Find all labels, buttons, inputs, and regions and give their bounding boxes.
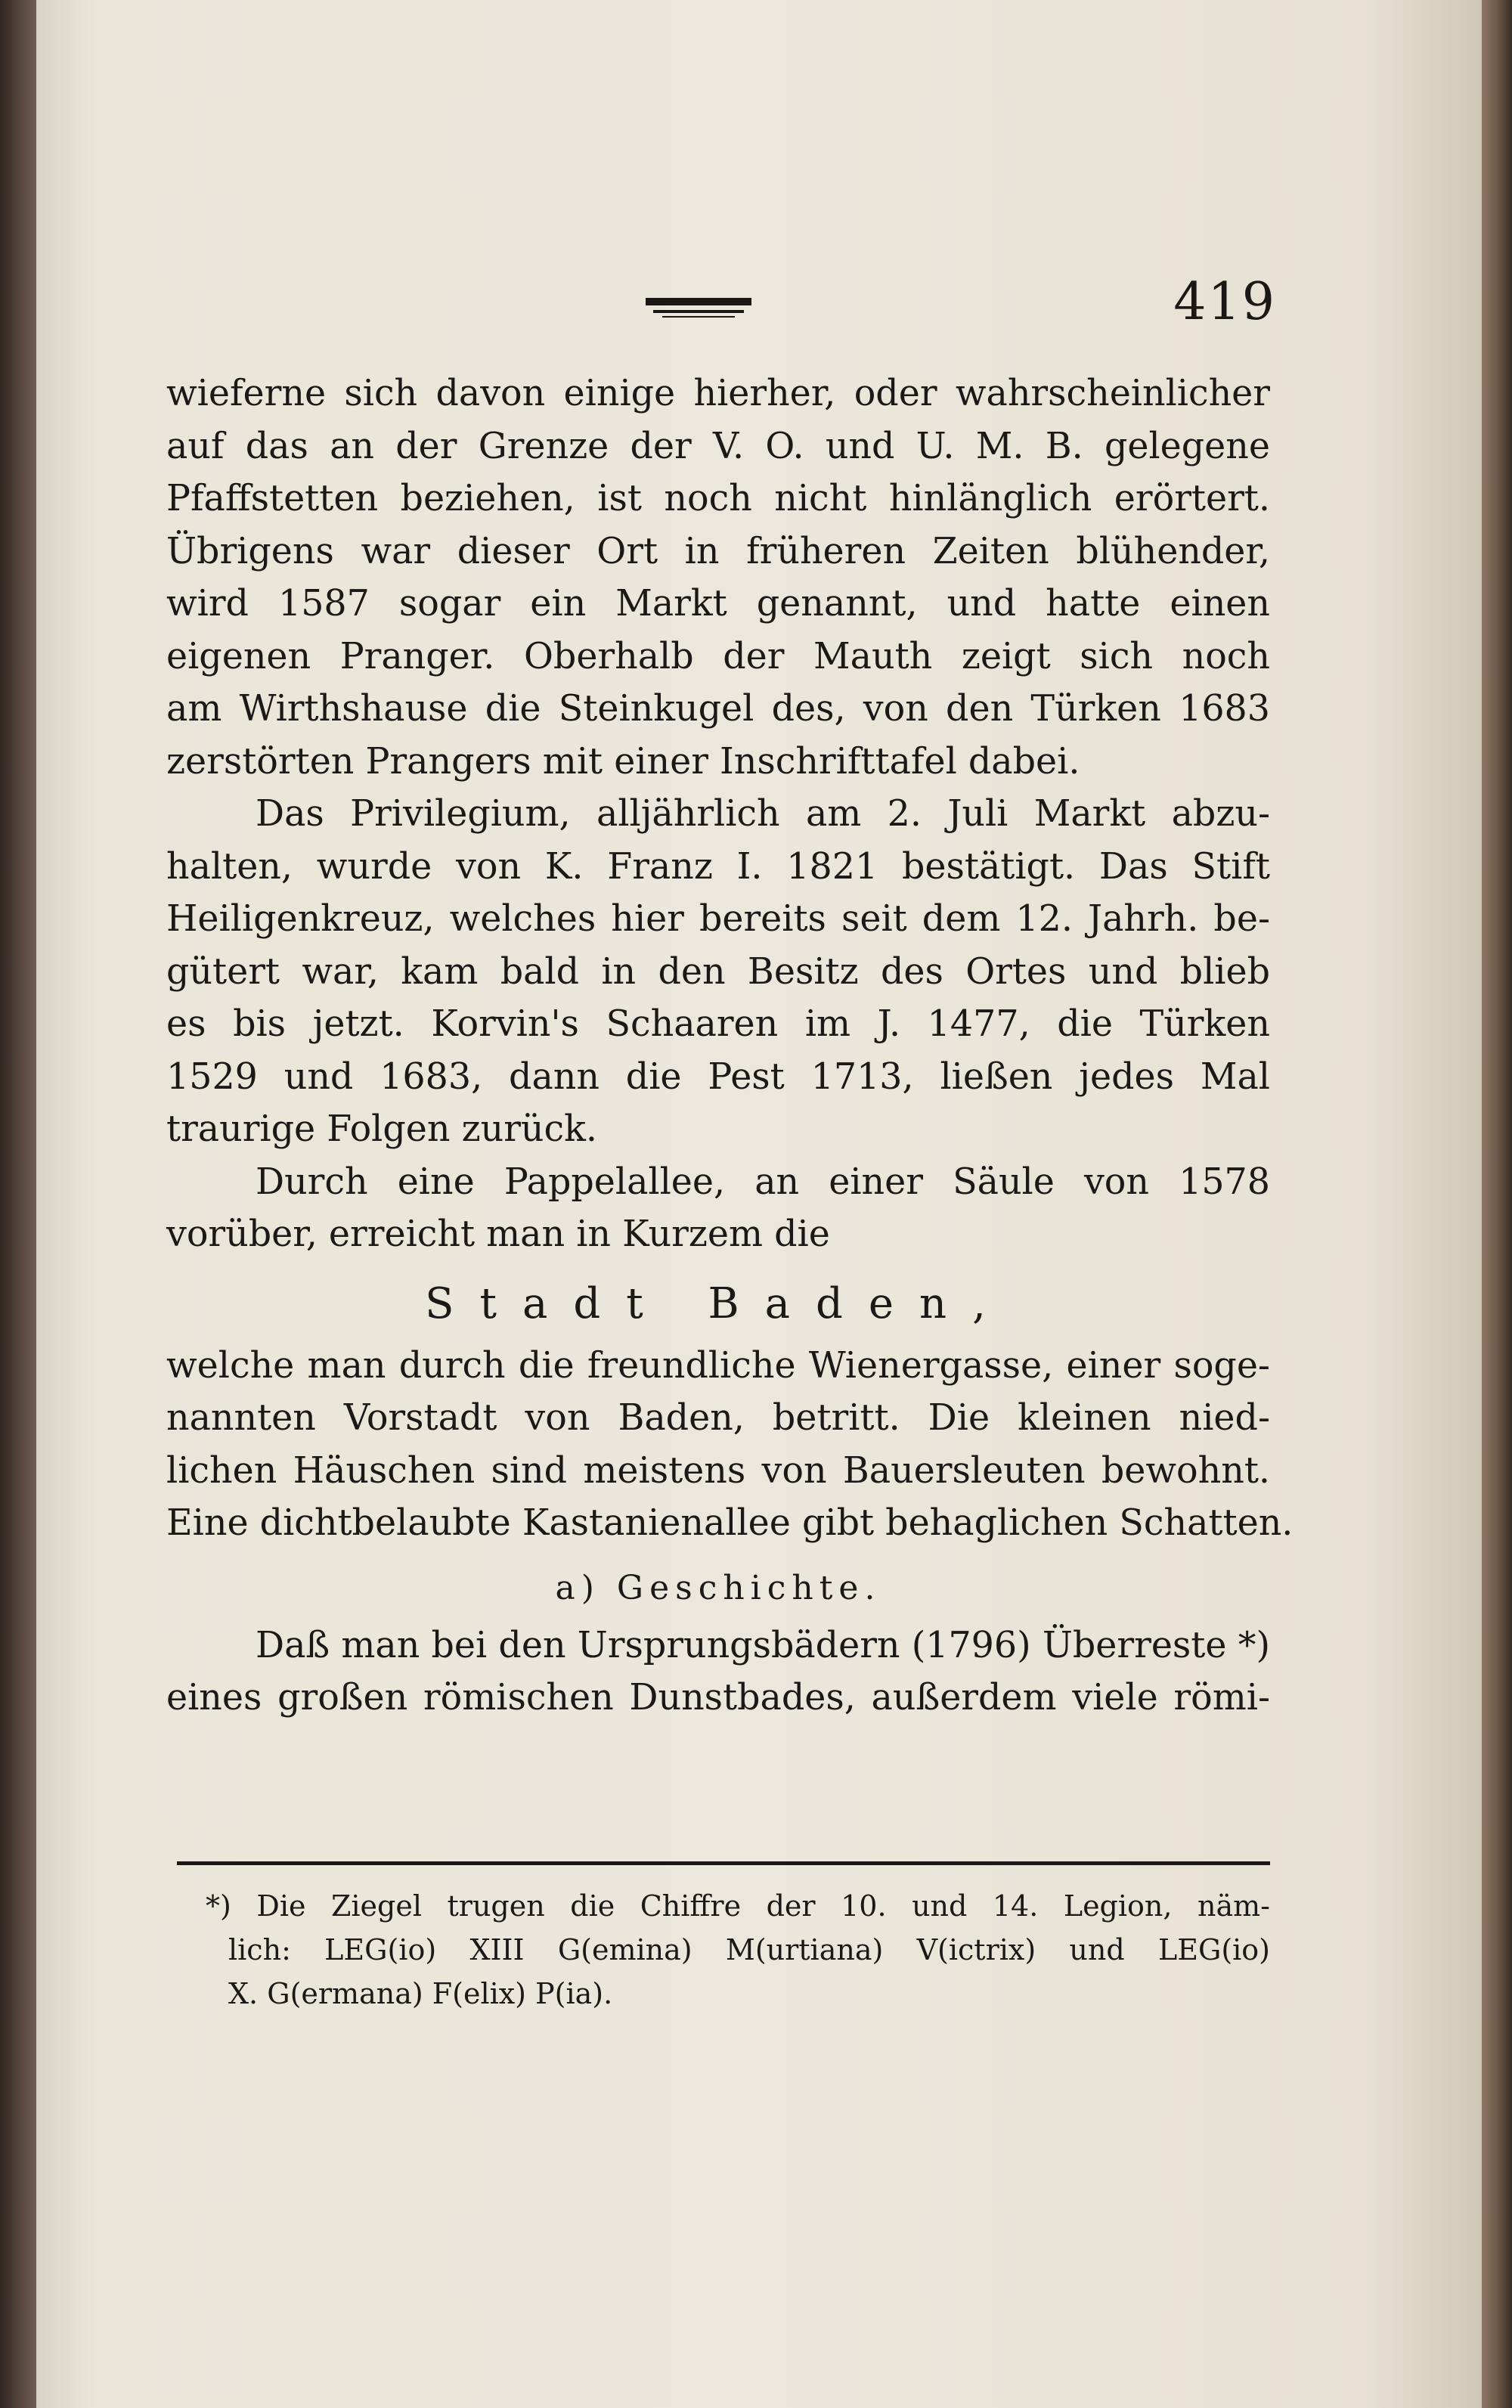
text-line: welche man durch die freundliche Wienergasse, einer soge- [166, 1344, 1270, 1387]
book-page [36, 0, 1482, 2408]
text-line: 1529 und 1683, dann die Pest 1713, ließen jedes Mal [166, 1055, 1270, 1098]
text-line: eines großen römischen Dunstbades, außerdem viele römi- [166, 1677, 1270, 1718]
text-line: Eine dichtbelaubte Kastanienallee gibt behaglichen Schatten. [166, 1502, 1294, 1544]
text-line: wieferne sich davon einige hierher, oder wahrscheinlicher [166, 373, 1270, 414]
book-page-edges-right [1482, 0, 1512, 2408]
text-line: Übrigens war dieser Ort in früheren Zeiten blühender, [166, 530, 1270, 572]
text-line: Das Privilegium, alljährlich am 2. Juli Markt abzu- [256, 793, 1270, 835]
book-binding-left [0, 0, 36, 2408]
text-line: wird 1587 sogar ein Markt genannt, und hatte einen [166, 583, 1270, 624]
text-line: am Wirthshause die Steinkugel des, von den Türken 1683 [166, 688, 1270, 730]
text-line: traurige Folgen zurück. [166, 1108, 597, 1150]
footnote-line: *) Die Ziegel trugen die Chiffre der 10. und 14. Legion, näm- [206, 1889, 1270, 1923]
footnote-divider [177, 1861, 1270, 1865]
footnote-line: lich: LEG(io) XIII G(emina) M(urtiana) V(ictrix) und LEG(io) [228, 1933, 1270, 1966]
text-line: eigenen Pranger. Oberhalb der Mauth zeigt sich noch [166, 635, 1270, 677]
text-line: halten, wurde von K. Franz I. 1821 bestätigt. Das Stift [166, 845, 1270, 888]
text-line: nannten Vorstadt von Baden, betritt. Die kleinen nied- [166, 1397, 1270, 1439]
text-line: Pfaffstetten beziehen, ist noch nicht hinlänglich erörtert. [166, 478, 1270, 519]
footnote [206, 1884, 1270, 2016]
text-line: vorüber, erreicht man in Kurzem die [166, 1213, 830, 1255]
text-line: Daß man bei den Ursprungsbädern (1796) Überreste *) [256, 1624, 1270, 1666]
header-rule-ornament [646, 295, 751, 322]
text-line: Heiligenkreuz, welches hier bereits seit dem 12. Jahrh. be- [166, 898, 1270, 940]
text-line: zerstörten Prangers mit einer Inschrifttafel dabei. [166, 740, 1080, 783]
text-line: auf das an der Grenze der V. O. und U. M. B. gelegene [166, 425, 1270, 467]
body-text [166, 367, 1294, 1725]
text-line: es bis jetzt. Korvin's Schaaren im J. 1477, die Türken [166, 1003, 1270, 1045]
page-header [36, 272, 1482, 340]
text-line: gütert war, kam bald in den Besitz des Ortes und blieb [166, 950, 1270, 993]
text-line: Durch eine Pappelallee, an einer Säule von 1578 [256, 1161, 1270, 1203]
subsection-heading: a) Geschichte. [555, 1568, 881, 1607]
footnote-line: X. G(ermana) F(elix) P(ia). [228, 1977, 613, 2010]
page-number: 419 [1173, 272, 1276, 332]
section-heading: Stadt Baden, [425, 1278, 1012, 1328]
text-line: lichen Häuschen sind meistens von Bauersleuten bewohnt. [166, 1449, 1270, 1492]
